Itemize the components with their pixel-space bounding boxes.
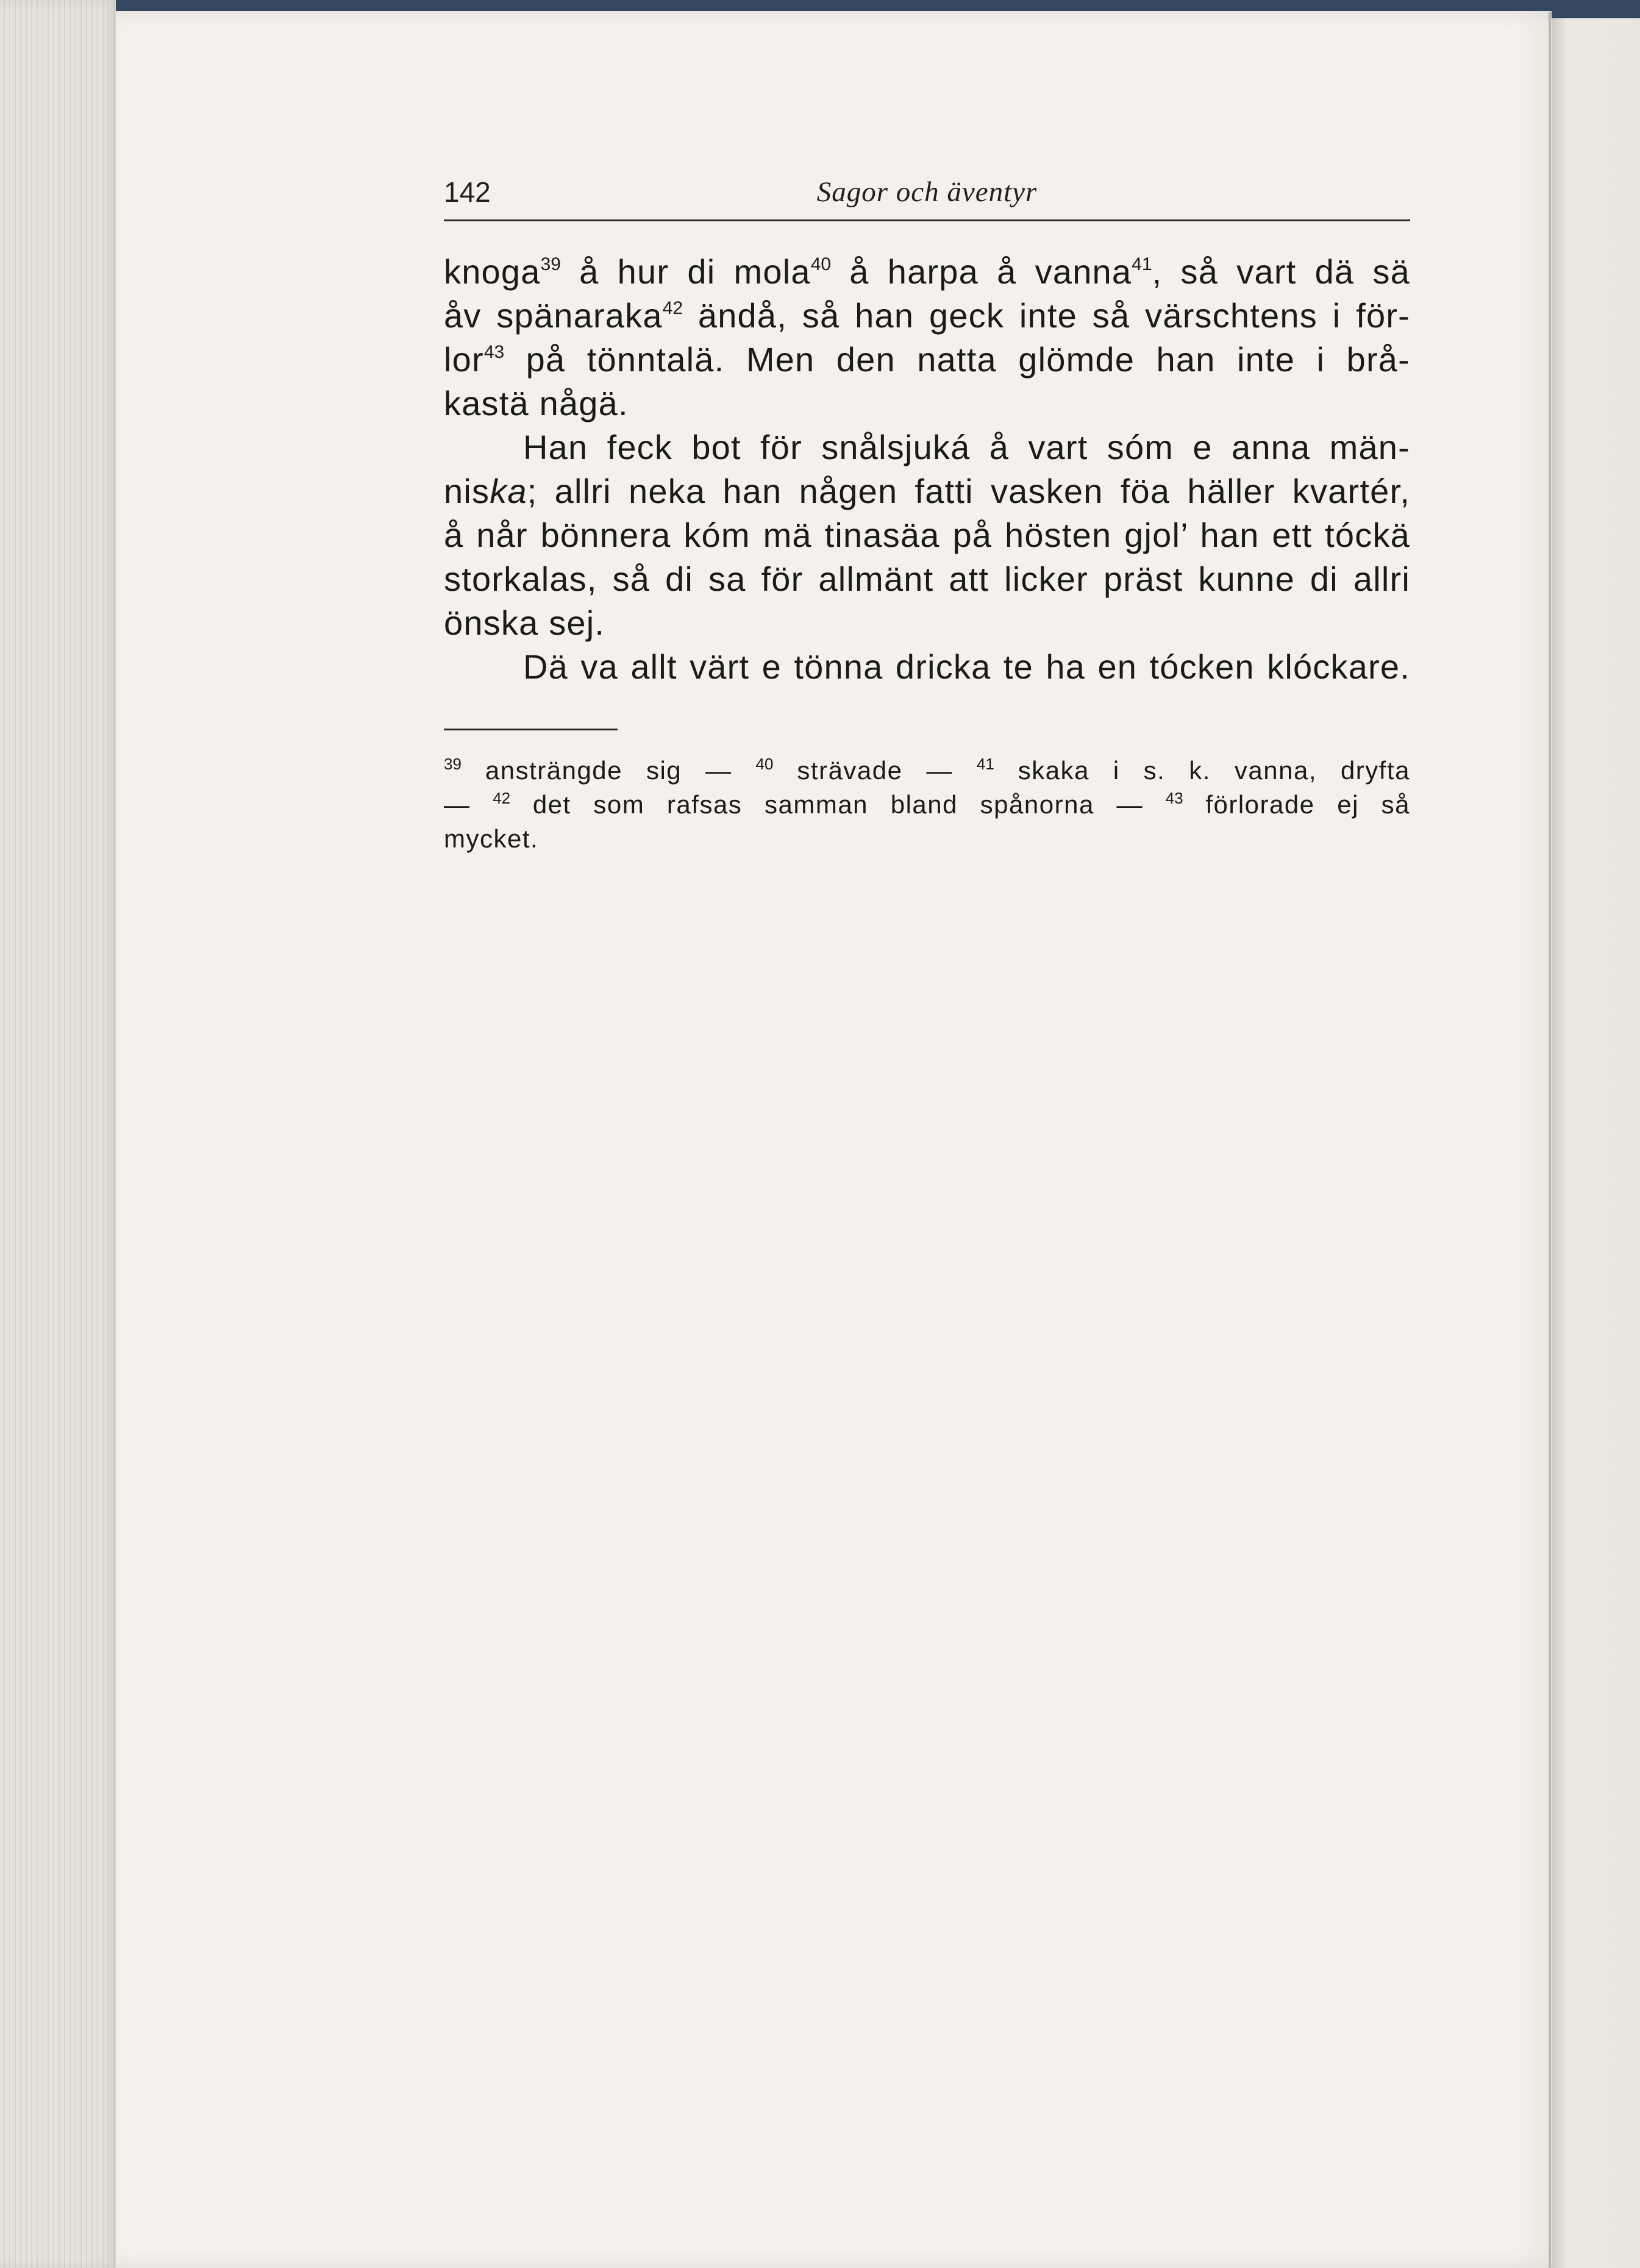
- footnote-marker: 42: [493, 789, 511, 807]
- text-line: [444, 294, 1410, 338]
- page-fold-edge: [1549, 12, 1551, 2268]
- page-number: 142: [444, 176, 491, 208]
- text-run: storkalas, så di sa för allmänt att licker präst kunne di allri: [444, 560, 1410, 598]
- text-run: förlorade ej så: [1183, 790, 1411, 819]
- text-run: lor: [444, 340, 484, 379]
- footnotes: [444, 754, 1410, 856]
- footnote-marker: 41: [1132, 254, 1152, 274]
- text-line: [444, 469, 1410, 513]
- text-line: [444, 250, 1410, 294]
- footnote-rule: [444, 729, 618, 730]
- footnote-marker: 39: [444, 755, 462, 773]
- footnote-line: [444, 788, 1410, 822]
- text-run: å hur di mola: [560, 252, 811, 291]
- text-run: på tönntalä. Men den natta glömde han inte i brå-: [504, 340, 1410, 379]
- text-run: Dä va allt värt e tönna dricka te ha en tócken klóckare.: [523, 647, 1410, 686]
- facing-page-edge: [1552, 18, 1640, 2268]
- text-run: önska sej.: [444, 604, 605, 642]
- text-run: Han feck bot för snålsjuká å vart sóm e anna män-: [523, 428, 1410, 466]
- running-header: [444, 176, 1410, 221]
- text-run: knoga: [444, 252, 541, 291]
- footnote-marker: 43: [1165, 789, 1183, 807]
- text-run: —: [444, 790, 493, 819]
- text-line: [444, 382, 1410, 426]
- footnote-marker: 39: [540, 254, 561, 274]
- footnote-marker: 40: [810, 254, 832, 274]
- main-text: [444, 250, 1410, 689]
- text-run: å når bönnera kóm mä tinasäa på hösten gjol’ han ett tóckä: [444, 516, 1410, 554]
- footnote-marker: 40: [755, 755, 774, 773]
- text-line: [444, 513, 1410, 557]
- text-run: ansträngde sig —: [461, 756, 756, 785]
- footnote-line: [444, 822, 1410, 856]
- footnote-line: [444, 754, 1410, 788]
- text-run: ändå, så han geck inte så värschtens i för-: [683, 296, 1410, 335]
- text-line: [444, 645, 1410, 689]
- text-run: mycket.: [444, 824, 539, 853]
- page-stack-edge: [0, 0, 116, 2268]
- text-run: , så vart dä sä: [1152, 252, 1410, 291]
- footnote-marker: 41: [976, 755, 994, 773]
- footnote-marker: 42: [662, 298, 683, 318]
- text-line: [444, 426, 1410, 469]
- text-line: [444, 338, 1410, 382]
- text-run: kastä någä.: [444, 384, 629, 423]
- text-run: skaka i s. k. vanna, dryfta: [994, 756, 1410, 785]
- text-run: ; allri neka han någen fatti vasken föa häller kvartér,: [527, 472, 1410, 510]
- text-run: ka: [490, 472, 527, 510]
- text-run: strävade —: [773, 756, 977, 785]
- text-run: nis: [444, 472, 490, 510]
- text-line: [444, 601, 1410, 645]
- text-run: å harpa å vanna: [831, 252, 1132, 291]
- text-run: det som rafsas samman bland spånorna —: [510, 790, 1166, 819]
- text-run: åv spänaraka: [444, 296, 663, 335]
- running-title: Sagor och äventyr: [816, 176, 1038, 208]
- text-line: [444, 557, 1410, 601]
- footnote-marker: 43: [483, 342, 505, 362]
